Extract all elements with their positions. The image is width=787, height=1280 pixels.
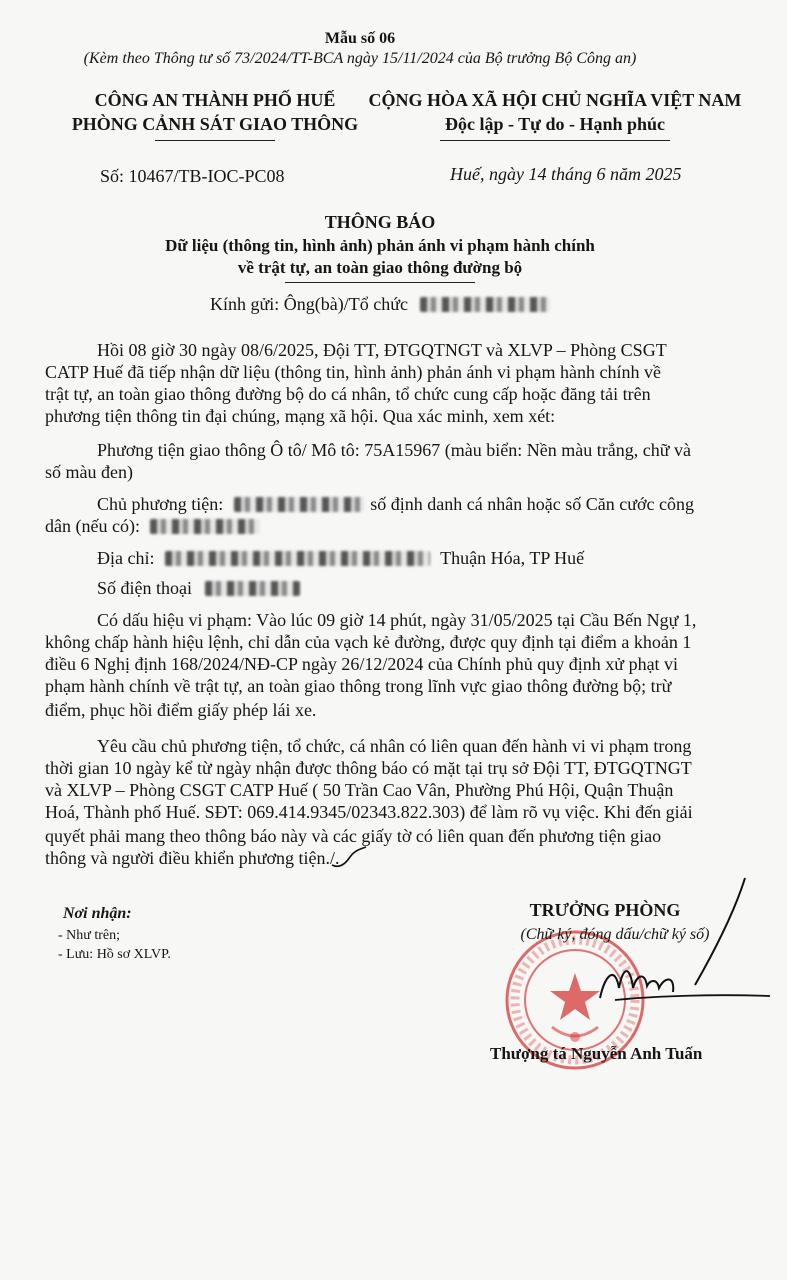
recipient-label: Kính gửi: Ông(bà)/Tổ chức — [210, 294, 408, 314]
body-p1-line: Hồi 08 giờ 30 ngày 08/6/2025, Đội TT, ĐTGQTNGT và XLVP – Phòng CSGT — [97, 340, 667, 360]
closing-mark-icon — [330, 845, 370, 875]
phone-label: Số điện thoại — [97, 578, 192, 598]
recipient-line — [210, 294, 550, 315]
place-date: Huế, ngày 14 tháng 6 năm 2025 — [450, 164, 682, 184]
phone-line — [97, 578, 300, 599]
recipients-title: Nơi nhận: — [63, 905, 132, 922]
motto-underline — [440, 140, 670, 141]
violation-line: điểm, phục hồi điểm giấy phép lái xe. — [45, 700, 317, 720]
form-number: Mẫu số 06 — [324, 30, 396, 47]
title-underline — [285, 282, 475, 283]
owner-line — [97, 494, 694, 515]
address-line — [97, 548, 584, 569]
request-line: quyết phải mang theo thông báo này và các giấy tờ có liên quan đến phương tiện giao — [45, 826, 662, 846]
recipients-item: - Lưu: Hồ sơ XLVP. — [58, 947, 171, 962]
redacted-owner-name — [234, 497, 364, 512]
agency-department: PHÒNG CẢNH SÁT GIAO THÔNG — [71, 114, 359, 134]
redacted-owner-id — [150, 519, 260, 534]
redacted-recipient-name — [420, 297, 550, 312]
signature-icon — [585, 870, 775, 1020]
document-subtitle-1: Dữ liệu (thông tin, hình ảnh) phản ánh vi phạm hành chính — [165, 236, 595, 255]
body-p1-line: CATP Huế đã tiếp nhận dữ liệu (thông tin, hình ảnh) phản ánh vi phạm hành chính về — [45, 362, 661, 382]
violation-line: không chấp hành hiệu lệnh, chỉ dẫn của vạch kẻ đường, được quy định tại điểm a khoản 1 — [45, 632, 692, 652]
document-title: THÔNG BÁO — [324, 212, 436, 232]
agency-underline — [155, 140, 275, 141]
request-line: Yêu cầu chủ phương tiện, tổ chức, cá nhân có liên quan đến hành vi vi phạm trong — [97, 736, 692, 756]
owner-label: Chủ phương tiện: — [97, 494, 224, 514]
violation-line: phạm hành chính về trật tự, an toàn giao thông trong lĩnh vực giao thông đường bộ; trừ — [45, 676, 672, 696]
form-reference: (Kèm theo Thông tư số 73/2024/TT-BCA ngày 15/11/2024 của Bộ trưởng Bộ Công an) — [83, 50, 637, 67]
motto: Độc lập - Tự do - Hạnh phúc — [444, 114, 666, 134]
violation-line: Có dấu hiệu vi phạm: Vào lúc 09 giờ 14 phút, ngày 31/05/2025 tại Cầu Bến Ngự 1, — [97, 610, 697, 630]
vehicle-line: Phương tiện giao thông Ô tô/ Mô tô: 75A15967 (màu biển: Nền màu trắng, chữ và — [97, 440, 691, 460]
vehicle-line: số màu đen) — [45, 462, 133, 482]
signer-title: TRƯỞNG PHÒNG — [529, 900, 681, 920]
owner-id-label: dân (nếu có): — [45, 516, 140, 536]
owner-id-text: số định danh cá nhân hoặc số Căn cước công — [370, 494, 694, 514]
country-name: CỘNG HÒA XÃ HỘI CHỦ NGHĨA VIỆT NAM — [368, 90, 742, 110]
request-line: thời gian 10 ngày kể từ ngày nhận được thông báo có mặt tại trụ sở Đội TT, ĐTGQTNGT — [45, 758, 692, 778]
owner-id-line — [45, 516, 260, 537]
document-number: Số: 10467/TB-IOC-PC08 — [100, 166, 285, 186]
violation-line: điều 6 Nghị định 168/2024/NĐ-CP ngày 26/12/2024 của Chính phủ quy định xử phạt vi — [45, 654, 679, 674]
address-suffix: Thuận Hóa, TP Huế — [440, 548, 585, 568]
agency-name: CÔNG AN THÀNH PHỐ HUẾ — [94, 90, 336, 110]
signer-name: Thượng tá Nguyễn Anh Tuấn — [490, 1044, 703, 1063]
body-p1-line: phương tiện thông tin đại chúng, mạng xã hội. Qua xác minh, xem xét: — [45, 406, 556, 426]
address-label: Địa chỉ: — [97, 548, 155, 568]
recipients-item: - Như trên; — [58, 928, 121, 943]
request-line: và XLVP – Phòng CSGT CATP Huế ( 50 Trần Cao Vân, Phường Phú Hội, Quận Thuận — [45, 780, 674, 800]
request-line: Hoá, Thành phố Huế. SĐT: 069.414.9345/02343.822.303) để làm rõ vụ việc. Khi đến giải — [45, 802, 693, 822]
redacted-phone — [205, 581, 300, 596]
redacted-address — [165, 551, 430, 566]
document-subtitle-2: về trật tự, an toàn giao thông đường bộ — [237, 258, 523, 277]
signer-note: (Chữ ký, đóng dấu/chữ ký số) — [520, 926, 710, 943]
body-p1-line: trật tự, an toàn giao thông đường bộ do cá nhân, tổ chức cung cấp hoặc đăng tải trên — [45, 384, 651, 404]
request-line: thông và người điều khiển phương tiện./. — [45, 848, 340, 868]
